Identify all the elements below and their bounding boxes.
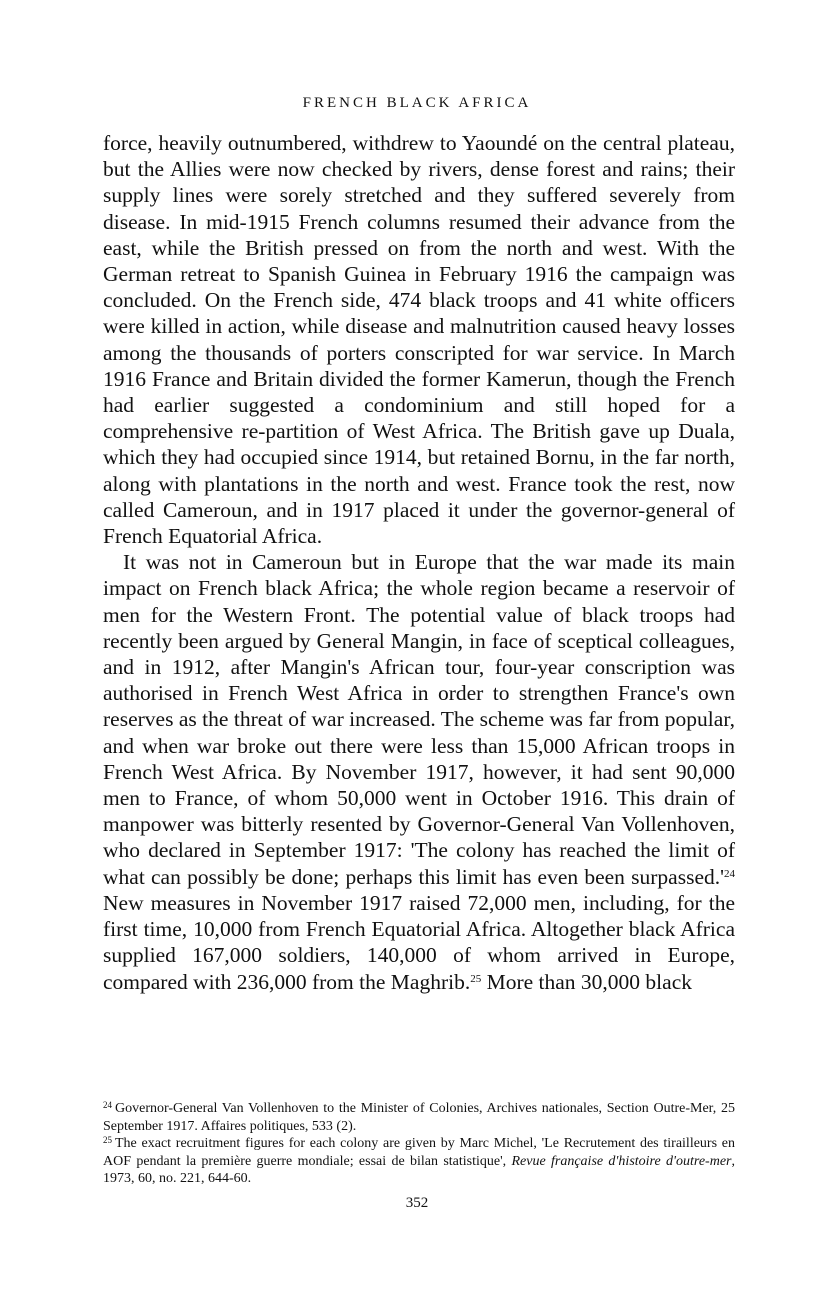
footnote-24 <box>103 1100 735 1135</box>
paragraph-2 <box>103 549 735 994</box>
footnote-ref-24[interactable]: 24 <box>724 867 735 880</box>
footnote-mark-25: 25 <box>103 1135 112 1146</box>
paragraph-2-part-b: New measures in November 1917 raised 72,000 men, including, for the first time, 10,000 from French Equatorial Africa. Altogether black Africa supplied 167,000 soldiers, 140,000 of whom arrived in Europe, compared with 236,000 from the Maghrib. <box>103 890 735 994</box>
footnote-24-text: Governor-General Van Vollenhoven to the Minister of Colonies, Archives nationales, Section Outre-Mer, 25 September 1917. Affaires politiques, 533 (2). <box>103 1101 735 1134</box>
paragraph-2-part-a: It was not in Cameroun but in Europe that the war made its main impact on French black Africa; the whole region became a reservoir of men for the Western Front. The potential value of black troops had recently been argued by General Mangin, in face of sceptical colleagues, and in 1912, after Mangin's African tour, four-year conscription was authorised in French West Africa in order to strengthen France's own reserves as the threat of war increased. The scheme was far from popular, and when war broke out there were less than 15,000 African troops in French West Africa. By November 1917, however, it had sent 90,000 men to France, of whom 50,000 went in October 1916. This drain of manpower was bitterly resented by Governor-General Van Vollenhoven, who declared in September 1917: 'The colony has reached the limit of what can possibly be done; perhaps this limit has even been surpassed.' <box>103 550 735 889</box>
main-text <box>103 130 735 995</box>
footnote-25-text-a: The exact recruitment figures for each colony are given by Marc Michel, 'Le Recrutement des tirailleurs en AOF pendant la première guerre mondiale; essai de bilan statistique', <box>103 1136 735 1169</box>
running-head: FRENCH BLACK AFRICA <box>302 95 532 111</box>
footnote-25 <box>103 1135 735 1188</box>
paragraph-2-part-c: More than 30,000 black <box>481 969 692 994</box>
page-number: 352 <box>405 1195 429 1211</box>
paragraph-1: force, heavily outnumbered, withdrew to Yaoundé on the central plateau, but the Allies were now checked by rivers, dense forest and rains; their supply lines were sorely stretched and they suffered severely from disease. In mid-1915 French columns resumed their advance from the east, while the British pressed on from the north and west. With the German retreat to Spanish Guinea in February 1916 the campaign was concluded. On the French side, 474 black troops and 41 white officers were killed in action, while disease and malnutrition caused heavy losses among the thousands of porters conscripted for war service. In March 1916 France and Britain divided the former Kamerun, though the French had earlier suggested a condominium and still hoped for a comprehensive re-partition of West Africa. The British gave up Duala, which they had occupied since 1914, but retained Bornu, in the far north, along with plantations in the north and west. France took the rest, now called Cameroun, and in 1917 placed it under the governor-general of French Equatorial Africa. <box>103 131 735 549</box>
footnote-25-journal: Revue française d'histoire d'outre-mer <box>511 1153 732 1169</box>
footnote-ref-25[interactable]: 25 <box>470 972 482 985</box>
footnotes <box>103 1100 735 1188</box>
footnote-mark-24: 24 <box>103 1100 112 1110</box>
footnote-25-text-b: , 1973, 60, no. 221, 644-60. <box>103 1153 735 1187</box>
